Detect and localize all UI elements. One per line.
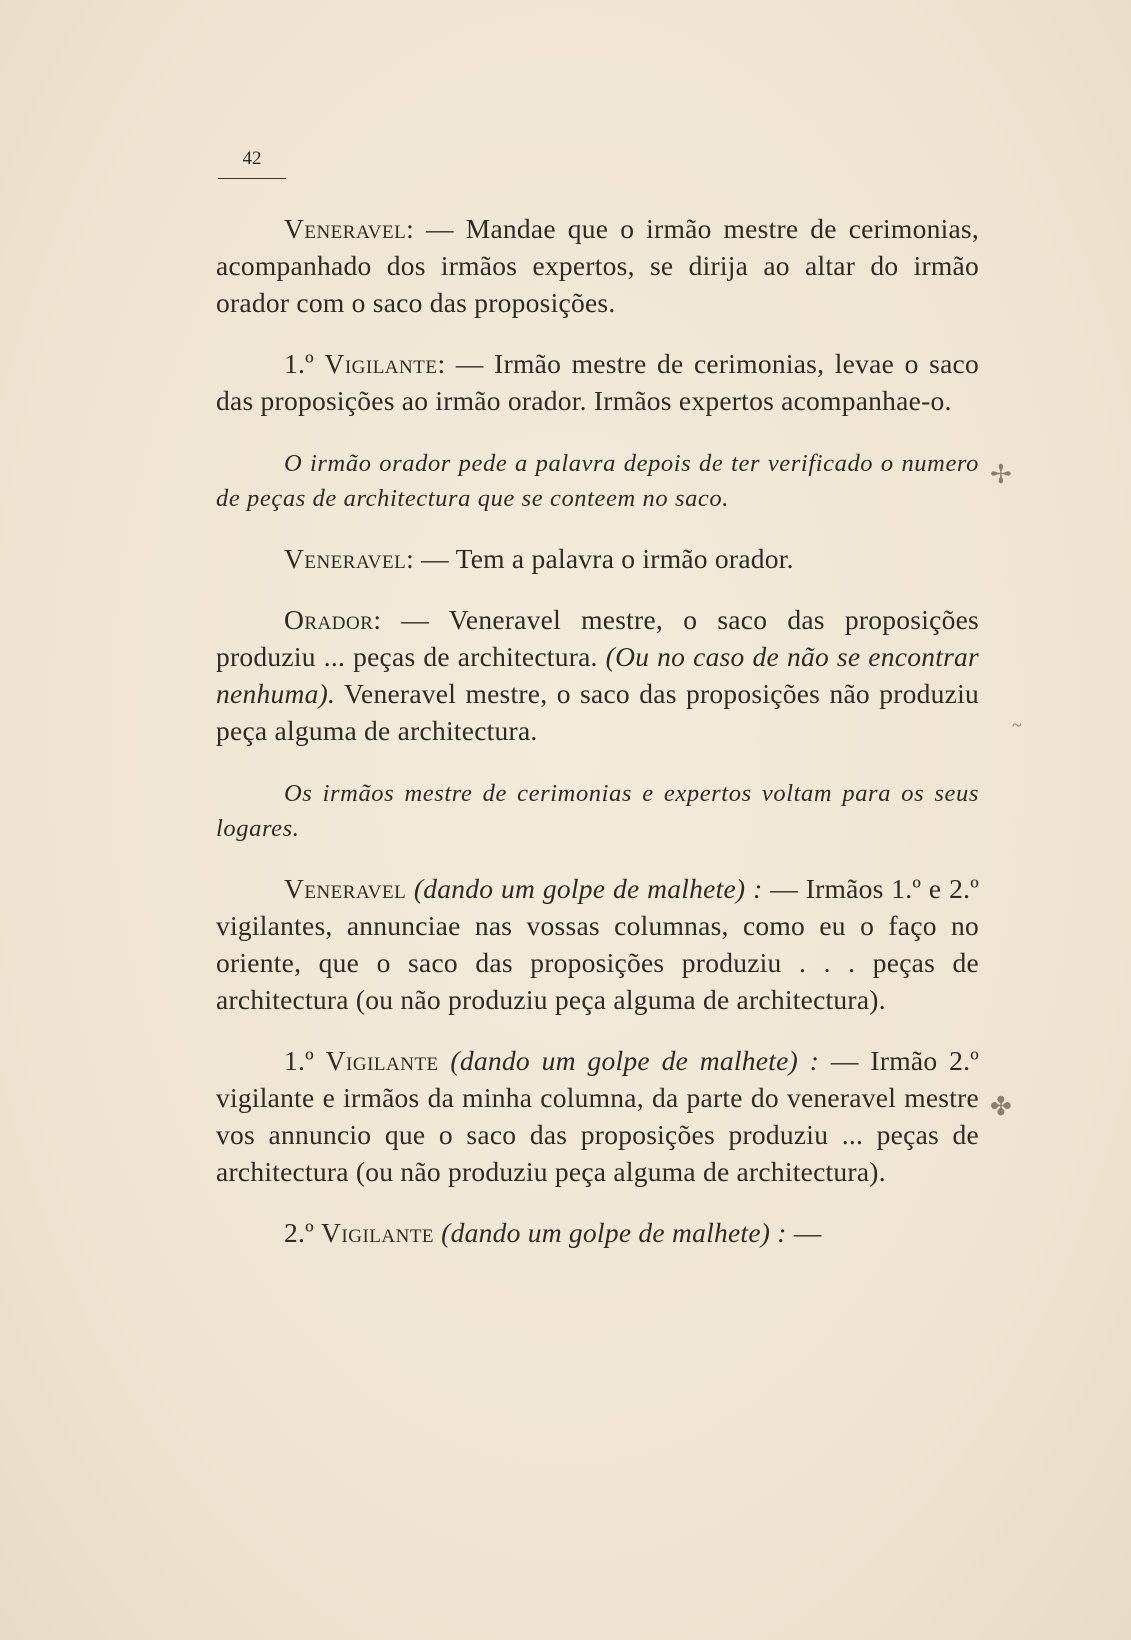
- speaker-name: Orador: [284, 604, 374, 635]
- paragraph-veneravel-3: [216, 870, 979, 1018]
- paragraph-vigilante-3: [216, 1214, 979, 1251]
- page-number: 42: [242, 148, 262, 169]
- paper-blemish-mark: ✢: [990, 460, 1012, 489]
- ordinal: 1.º: [284, 348, 325, 379]
- paragraph-veneravel-2: [216, 540, 979, 577]
- speaker-name: Veneravel: [284, 543, 407, 574]
- speech-text: : — Mandae que o irmão mestre de cerimonias, acompanhado dos irmãos expertos, se dirija ao altar do irmão orador com o saco das proposições.: [216, 213, 979, 318]
- stage-direction-1: O irmão orador pede a palavra depois de ter verificado o numero de peças de architectura que se conteem no saco.: [216, 450, 979, 512]
- italic-aside: (Ou no caso de não se encontrar nenhuma).: [216, 641, 980, 709]
- speaker-name: Vigilante: [324, 348, 438, 379]
- speech-text: — Irmãos 1.º e 2.º vigilantes, annunciae nas vossas columnas, como eu o faço no oriente, que o saco das proposições produziu . . . peças de architectura (ou não produziu peça alguma de architectura).: [216, 873, 980, 1015]
- speaker-name: Veneravel: [284, 873, 407, 904]
- paragraph-orador: [216, 601, 979, 749]
- ordinal: 2.º: [284, 1217, 322, 1248]
- speaker-name: Vigilante: [325, 1045, 439, 1076]
- speaker-name: Vigilante: [321, 1217, 435, 1248]
- speech-text: : — Veneravel mestre, o saco das proposições produziu ... peças de architectura.: [216, 604, 979, 672]
- paragraph-vigilante-1: [216, 345, 979, 419]
- speech-text: : — Irmão mestre de cerimonias, levae o saco das proposições ao irmão orador. Irmãos expertos acompanhae-o.: [216, 348, 979, 416]
- paper-blemish-mark: ~: [1012, 715, 1022, 735]
- ordinal: 1.º: [284, 1045, 326, 1076]
- italic-aside: (dando um golpe de malhete) :: [406, 873, 763, 904]
- italic-aside: (dando um golpe de malhete) :: [434, 1217, 787, 1248]
- page-number-rule: [218, 178, 286, 179]
- paragraph-vigilante-2: [216, 1042, 979, 1190]
- stage-direction-2: Os irmãos mestre de cerimonias e expertos voltam para os seus logares.: [216, 780, 979, 842]
- italic-aside: (dando um golpe de malhete) :: [438, 1045, 820, 1076]
- speech-text: —: [786, 1217, 822, 1248]
- paragraph-veneravel-1: [216, 210, 979, 321]
- speech-text: : — Tem a palavra o irmão orador.: [406, 543, 794, 574]
- speech-text: Veneravel mestre, o saco das proposições não produziu peça alguma de architectura.: [216, 678, 979, 746]
- text-body: [216, 210, 979, 1251]
- speech-text: — Irmão 2.º vigilante e irmãos da minha columna, da parte do veneravel mestre vos annuncio que o saco das proposições produziu ... peças de architectura (ou não produziu peça alguma de architectura).: [216, 1045, 979, 1187]
- speaker-name: Veneravel: [284, 213, 407, 244]
- paper-blemish-mark: ✤: [990, 1092, 1012, 1121]
